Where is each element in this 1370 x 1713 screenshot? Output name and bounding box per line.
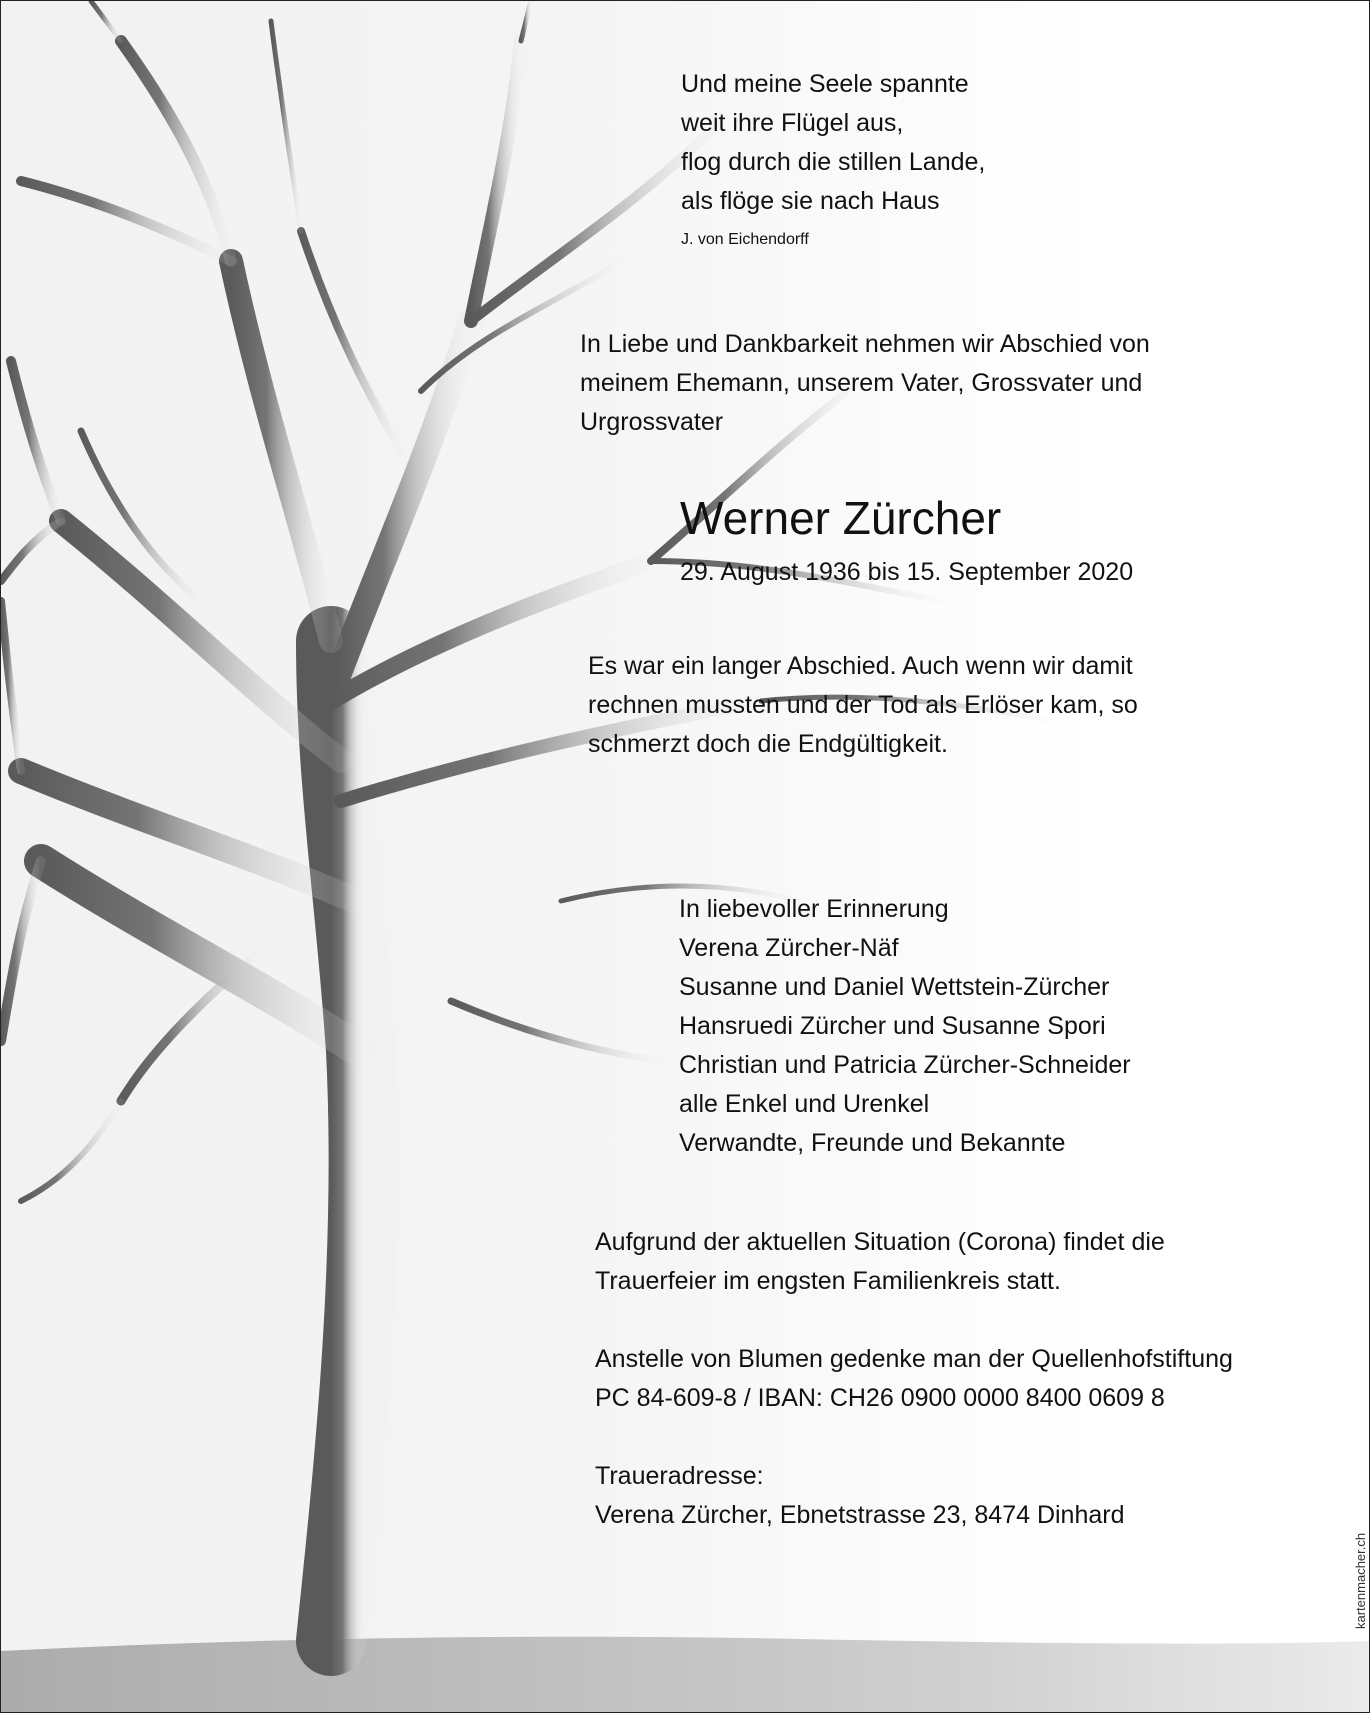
publisher-credit: kartenmacher.ch (1353, 1532, 1368, 1629)
poem-line: Und meine Seele spannte (681, 70, 969, 98)
poem-line: als flöge sie nach Haus (681, 187, 940, 215)
poem-line: weit ihre Flügel aus, (681, 109, 904, 137)
farewell-text (588, 647, 1138, 764)
intro-text (580, 325, 1150, 442)
mourners-list (679, 890, 1131, 1163)
spacer (595, 1418, 1233, 1457)
intro-line: In Liebe und Dankbarkeit nehmen wir Abschied von (580, 330, 1150, 358)
farewell-line: Es war ein langer Abschied. Auch wenn wir damit (588, 652, 1133, 680)
poem (681, 65, 985, 221)
mourner-line: Verwandte, Freunde und Bekannte (679, 1129, 1066, 1157)
spacer (595, 1301, 1233, 1340)
intro-line: Urgrossvater (580, 408, 724, 436)
ceremony-line: Trauerfeier im engsten Familienkreis statt. (595, 1267, 1061, 1295)
notice-block (595, 1223, 1233, 1535)
life-dates: 29. August 1936 bis 15. September 2020 (680, 558, 1134, 586)
donation-line: Anstelle von Blumen gedenke man der Quellenhofstiftung (595, 1345, 1233, 1373)
mourner-line: Christian und Patricia Zürcher-Schneider (679, 1051, 1131, 1079)
address-label: Traueradresse: (595, 1462, 764, 1490)
deceased-name: Werner Zürcher (680, 492, 1002, 544)
mourner-line: Verena Zürcher-Näf (679, 934, 899, 962)
farewell-line: rechnen mussten und der Tod als Erlöser kam, so (588, 691, 1138, 719)
mourner-line: Hansruedi Zürcher und Susanne Spori (679, 1012, 1106, 1040)
farewell-line: schmerzt doch die Endgültigkeit. (588, 730, 948, 758)
mourning-address: Verena Zürcher, Ebnetstrasse 23, 8474 Dinhard (595, 1501, 1125, 1529)
ceremony-line: Aufgrund der aktuellen Situation (Corona) findet die (595, 1228, 1165, 1256)
donation-line: PC 84-609-8 / IBAN: CH26 0900 0000 8400 0609 8 (595, 1384, 1165, 1412)
poem-line: flog durch die stillen Lande, (681, 148, 986, 176)
intro-line: meinem Ehemann, unserem Vater, Grossvater und (580, 369, 1143, 397)
mourner-line: In liebevoller Erinnerung (679, 895, 949, 923)
mourner-line: alle Enkel und Urenkel (679, 1090, 930, 1118)
mourner-line: Susanne und Daniel Wettstein-Zürcher (679, 973, 1110, 1001)
poem-author: J. von Eichendorff (681, 231, 809, 248)
